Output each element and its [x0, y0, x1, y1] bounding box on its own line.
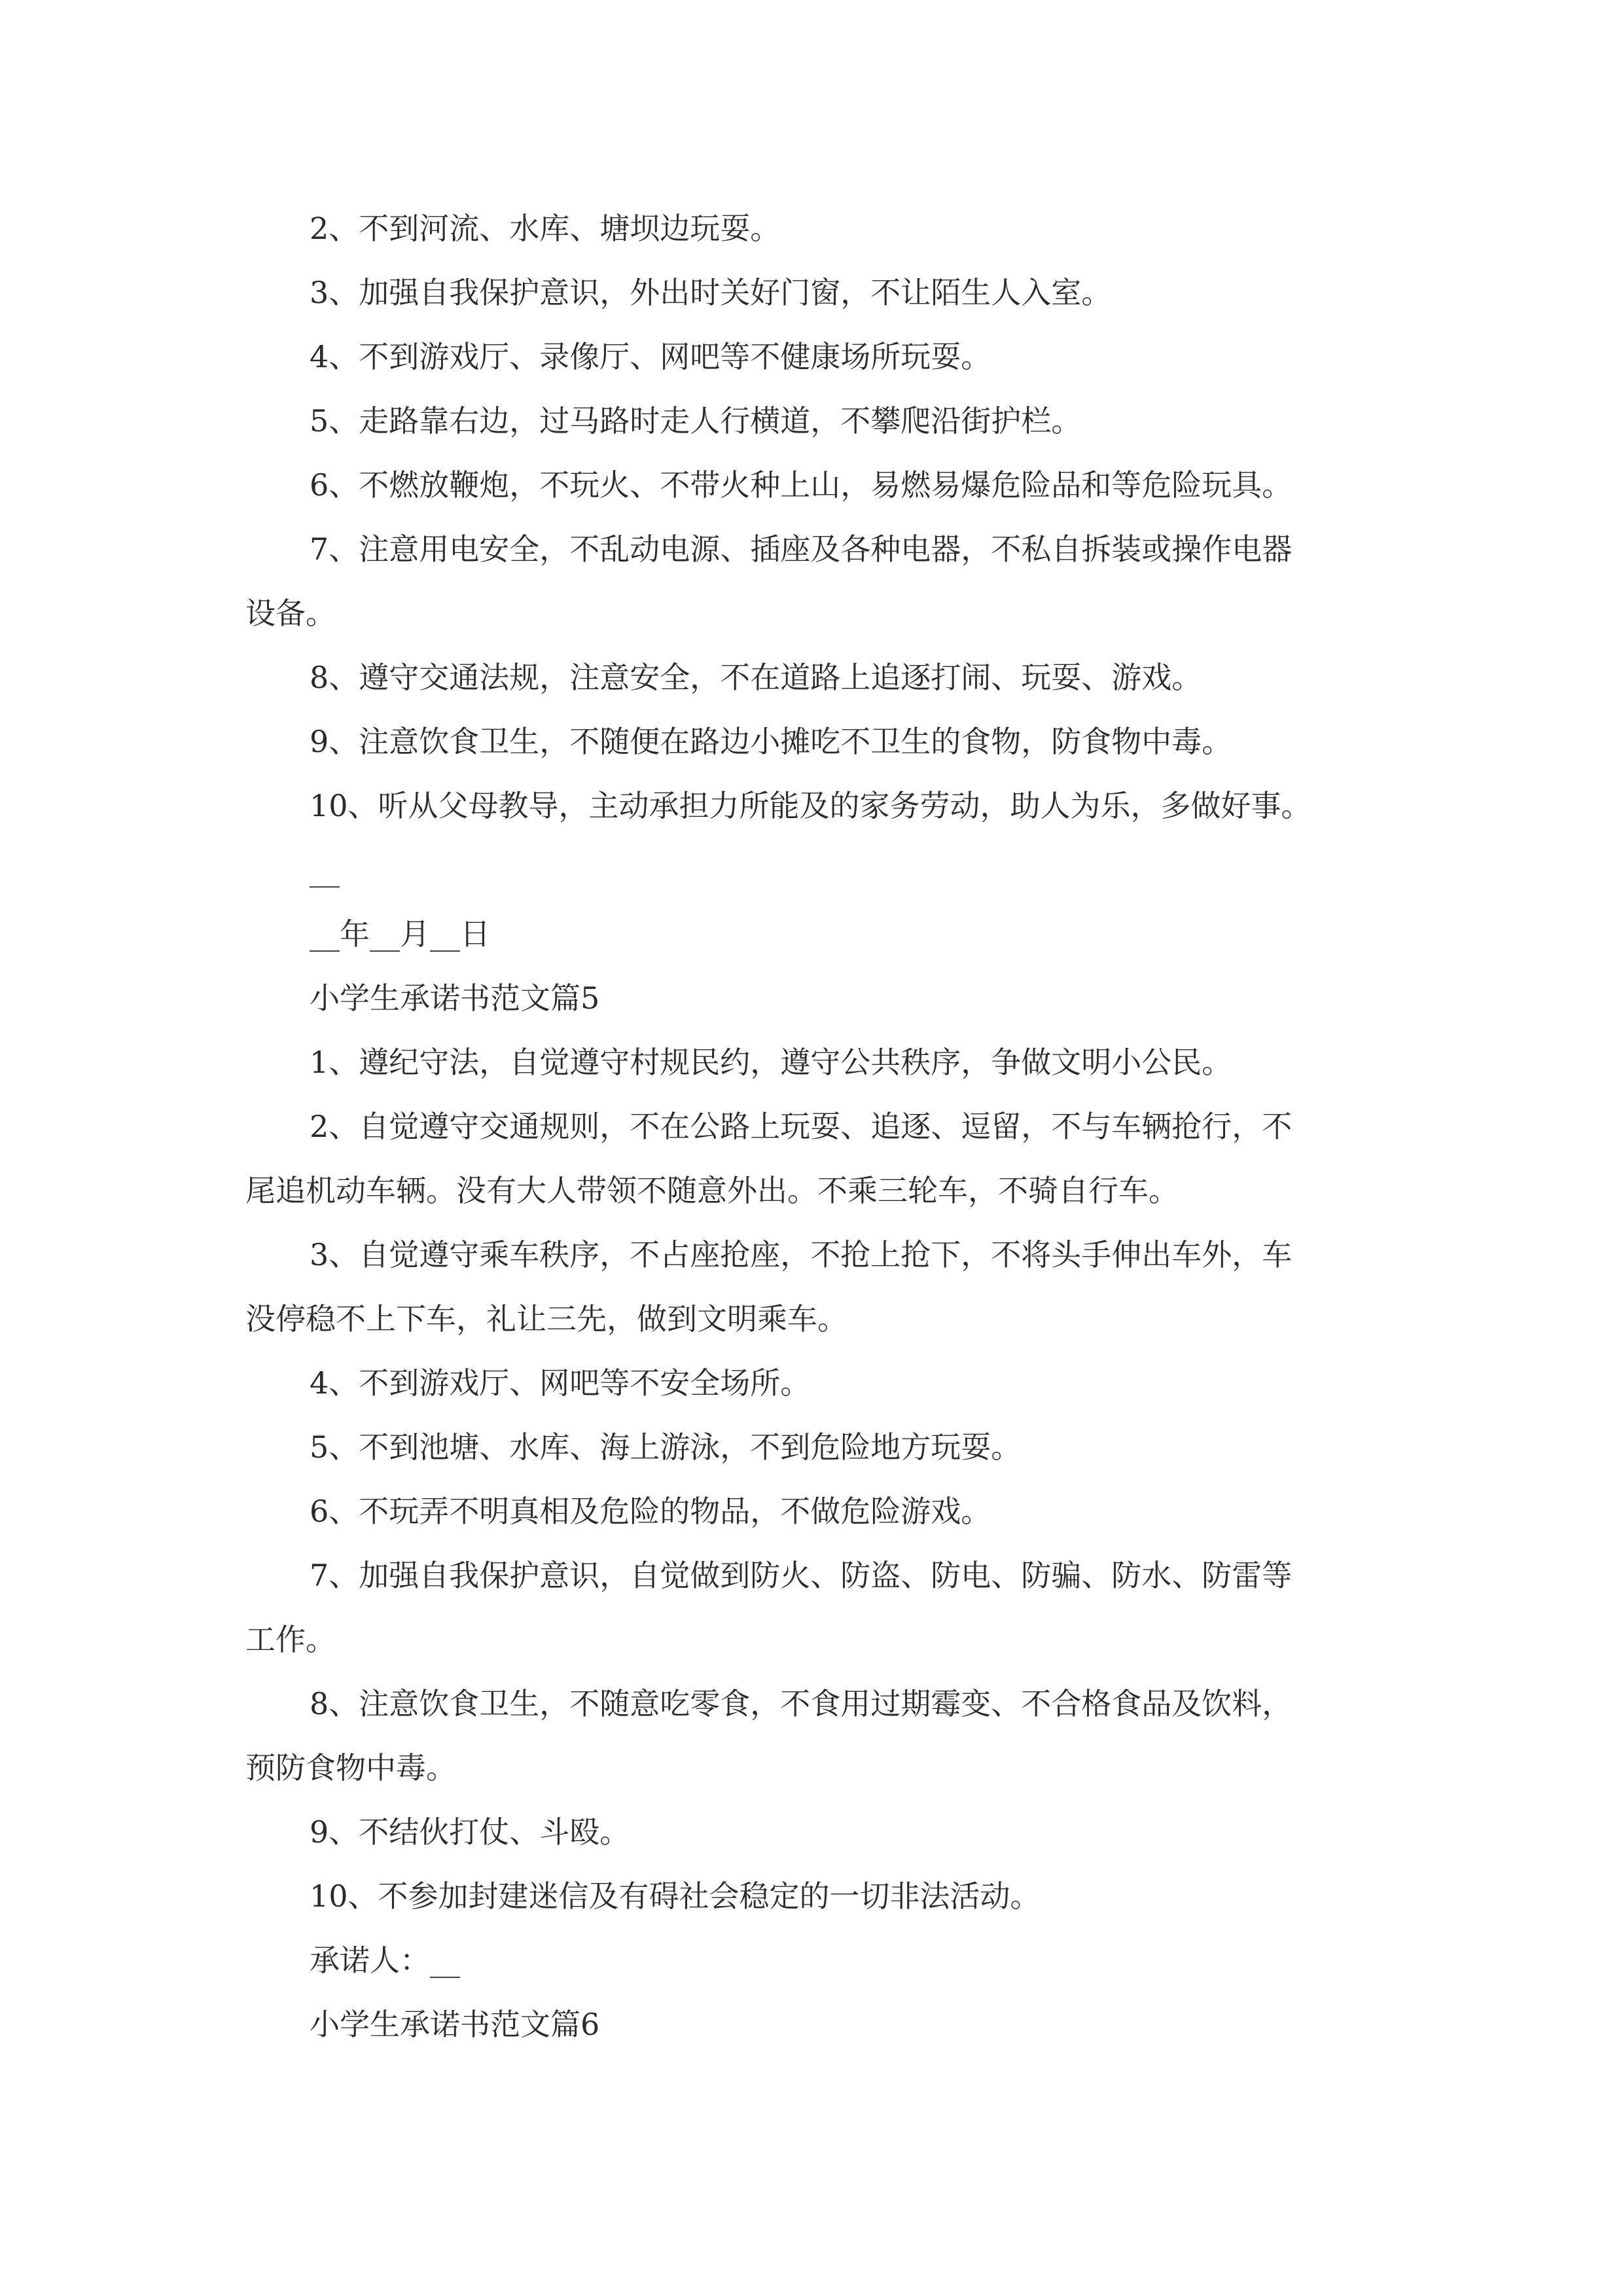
- text-line: 4、不到游戏厅、网吧等不安全场所。: [310, 1365, 811, 1401]
- text-line: 4、不到游戏厅、录像厅、网吧等不健康场所玩耍。: [310, 339, 991, 374]
- text-line: 6、不燃放鞭炮，不玩火、不带火种上山，易燃易爆危险品和等危险玩具。: [310, 467, 1293, 503]
- text-line: 设备。: [245, 596, 336, 631]
- text-line: 7、加强自我保护意识，自觉做到防火、防盗、防电、防骗、防水、防雷等: [310, 1558, 1293, 1593]
- text-line: 10、不参加封建迷信及有碍社会稳定的一切非法活动。: [310, 1878, 1041, 1914]
- text-line: 3、自觉遵守乘车秩序，不占座抢座，不抢上抢下，不将头手伸出车外，车: [310, 1237, 1293, 1272]
- text-line: __: [310, 852, 340, 888]
- text-line: 9、不结伙打仗、斗殴。: [310, 1814, 630, 1850]
- text-line: 5、走路靠右边，过马路时走人行横道，不攀爬沿街护栏。: [310, 403, 1082, 439]
- text-line: 1、遵纪守法，自觉遵守村规民约，遵守公共秩序，争做文明小公民。: [310, 1045, 1232, 1080]
- text-line: 5、不到池塘、水库、海上游泳，不到危险地方玩耍。: [310, 1429, 1022, 1465]
- text-line: 9、注意饮食卫生，不随便在路边小摊吃不卫生的食物，防食物中毒。: [310, 724, 1232, 759]
- text-line: 8、遵守交通法规，注意安全，不在道路上追逐打闹、玩耍、游戏。: [310, 660, 1202, 695]
- text-line: 10、听从父母教导，主动承担力所能及的家务劳动，助人为乐，多做好事。: [310, 788, 1311, 823]
- text-line: 2、自觉遵守交通规则，不在公路上玩耍、追逐、逗留，不与车辆抢行，不: [310, 1109, 1293, 1144]
- text-line: 7、注意用电安全，不乱动电源、插座及各种电器，不私自拆装或操作电器: [310, 531, 1293, 567]
- text-line: 3、加强自我保护意识，外出时关好门窗，不让陌生人入室。: [310, 275, 1112, 310]
- text-line: 小学生承诺书范文篇5: [310, 980, 600, 1016]
- text-line: 6、不玩弄不明真相及危险的物品，不做危险游戏。: [310, 1494, 991, 1529]
- text-line: 工作。: [245, 1622, 336, 1657]
- text-line: 没停稳不上下车，礼让三先，做到文明乘车。: [245, 1301, 847, 1336]
- text-line: 小学生承诺书范文篇6: [310, 2007, 600, 2042]
- text-line: 尾追机动车辆。没有大人带领不随意外出。不乘三轮车，不骑自行车。: [245, 1173, 1179, 1208]
- text-line: 承诺人：__: [310, 1943, 460, 1978]
- document-body: [245, 196, 1397, 2056]
- text-line: __年__月__日: [310, 916, 490, 952]
- text-line: 预防食物中毒。: [245, 1750, 456, 1785]
- text-line: 2、不到河流、水库、塘坝边玩耍。: [310, 211, 781, 246]
- text-line: 8、注意饮食卫生，不随意吃零食，不食用过期霉变、不合格食品及饮料，: [310, 1686, 1293, 1721]
